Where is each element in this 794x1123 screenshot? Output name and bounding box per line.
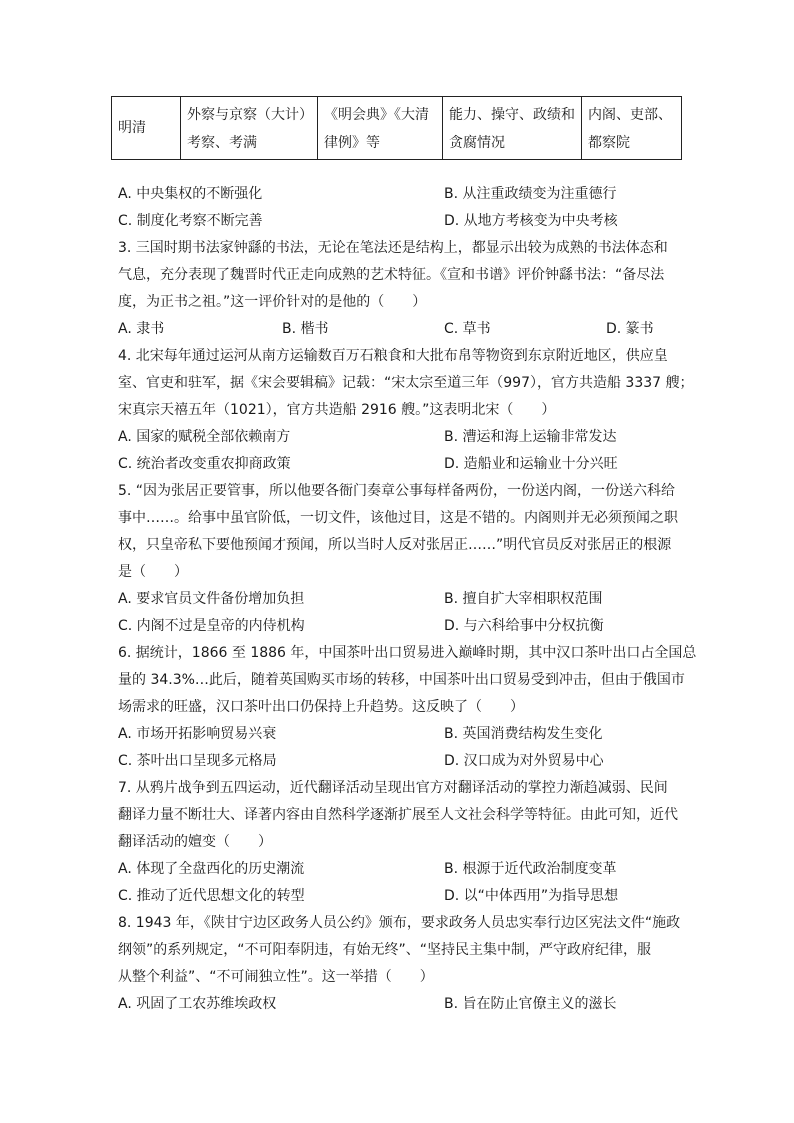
q3-option-d[interactable]: D. 篆书	[606, 321, 654, 337]
q3-stem-line: 气息，充分表现了魏晋时代正走向成熟的艺术特征。《宣和书谱》评价钟繇书法：“备尽法	[118, 267, 665, 283]
q7-option-b[interactable]: B. 根源于近代政治制度变革	[444, 861, 617, 877]
q3-stem-line: 度，为正书之祖。”这一评价针对的是他的（ ）	[118, 294, 427, 310]
q5-stem-line: 5. “因为张居正要管事，所以他要各衙门奏章公事每样备两份，一份送内阁，一份送六科给	[118, 483, 676, 499]
q6-option-d[interactable]: D. 汉口成为对外贸易中心	[444, 753, 604, 769]
q7-option-d[interactable]: D. 以“中体西用”为指导思想	[444, 888, 619, 904]
q3-option-b[interactable]: B. 楷书	[282, 321, 329, 337]
table-cell-dynasty: 明清	[112, 97, 181, 159]
q7-stem-line: 翻译活动的嬗变（ ）	[118, 834, 272, 850]
q6-stem-line: 6. 据统计，1866 至 1886 年，中国茶叶出口贸易进入巅峰时期，其中汉口茶叶出口占全国总	[118, 645, 697, 661]
table-cell-method: 外察与京察（大计）考察、考满	[181, 97, 318, 159]
q2-option-a[interactable]: A. 中央集权的不断强化	[118, 186, 263, 202]
table-cell-institution: 内阁、吏部、都察院	[588, 107, 672, 151]
q5-option-b[interactable]: B. 擅自扩大宰相职权范围	[444, 591, 603, 607]
q8-option-row	[118, 991, 684, 1018]
question-content	[118, 181, 697, 1018]
q6-option-a[interactable]: A. 市场开拓影响贸易兴衰	[118, 726, 277, 742]
q6-option-row	[118, 748, 684, 775]
q5-option-d[interactable]: D. 与六科给事中分权抗衡	[444, 618, 604, 634]
q7-option-row	[118, 883, 684, 910]
q2-option-row	[118, 208, 684, 235]
q5-option-a[interactable]: A. 要求官员文件备份增加负担	[118, 591, 305, 607]
q7-stem-line: 7. 从鸦片战争到五四运动，近代翻译活动呈现出官方对翻译活动的掌控力渐趋减弱、民间	[118, 780, 668, 796]
q7-stem-line: 翻译力量不断壮大、译著内容由自然科学逐渐扩展至人文社会科学等特征。由此可知，近代	[118, 807, 678, 823]
q4-stem-line: 4. 北宋每年通过运河从南方运输数百万石粮食和大批布帛等物资到东京附近地区，供应皇	[118, 348, 668, 364]
comparison-table-row	[111, 96, 682, 160]
q7-option-c[interactable]: C. 推动了近代思想文化的转型	[118, 888, 305, 904]
q8-stem-line: 从整个利益”、“不可闹独立性”。这一举措（ ）	[118, 969, 434, 985]
q4-option-row	[118, 451, 684, 478]
q4-option-a[interactable]: A. 国家的赋税全部依赖南方	[118, 429, 291, 445]
q8-stem-line: 8. 1943 年，《陕甘宁边区政务人员公约》颁布，要求政务人员忠实奉行边区宪法文件“施政	[118, 915, 681, 931]
q2-option-c[interactable]: C. 制度化考察不断完善	[118, 213, 263, 229]
q5-option-row	[118, 586, 684, 613]
q6-option-b[interactable]: B. 英国消费结构发生变化	[444, 726, 603, 742]
q4-option-d[interactable]: D. 造船业和运输业十分兴旺	[444, 456, 618, 472]
q3-option-row	[118, 316, 684, 343]
q4-option-b[interactable]: B. 漕运和海上运输非常发达	[444, 429, 617, 445]
q8-option-b[interactable]: B. 旨在防止官僚主义的滋长	[444, 996, 617, 1012]
q2-option-b[interactable]: B. 从注重政绩变为注重德行	[444, 186, 617, 202]
table-cell-law: 《明会典》《大清律例》等	[318, 97, 443, 159]
q4-option-c[interactable]: C. 统治者改变重农抑商政策	[118, 456, 291, 472]
q6-stem-line: 量的 34.3%…此后，随着英国购买市场的转移，中国茶叶出口贸易受到冲击，但由于俄国市	[118, 672, 685, 688]
q3-option-a[interactable]: A. 隶书	[118, 321, 165, 337]
q5-stem-line: 权，只皇帝私下要他预闻才预闻，所以当时人反对张居正……”明代官员反对张居正的根源	[118, 537, 672, 553]
q5-option-row	[118, 613, 684, 640]
q7-option-row	[118, 856, 684, 883]
q6-stem-line: 场需求的旺盛，汉口茶叶出口仍保持上升趋势。这反映了（ ）	[118, 699, 524, 715]
q2-option-row	[118, 181, 684, 208]
q5-option-c[interactable]: C. 内阁不过是皇帝的内侍机构	[118, 618, 305, 634]
q7-option-a[interactable]: A. 体现了全盘西化的历史潮流	[118, 861, 305, 877]
q4-stem-line: 宋真宗天禧五年（1021），官方共造船 2916 艘。”这表明北宋（ ）	[118, 402, 556, 418]
q8-option-a[interactable]: A. 巩固了工农苏维埃政权	[118, 996, 277, 1012]
q3-stem-line: 3. 三国时期书法家钟繇的书法，无论在笔法还是结构上，都显示出较为成熟的书法体态和	[118, 240, 668, 256]
q5-stem-line: 事中……。给事中虽官阶低，一切文件，该他过目，这是不错的。内阁则并无必须预闻之职	[118, 510, 678, 526]
q4-stem-line: 室、官吏和驻军，据《宋会要辑稿》记载：“宋太宗至道三年（997），官方共造船 3337 艘；	[118, 375, 694, 391]
table-cell-content: 能力、操守、政绩和贪腐情况	[443, 97, 582, 159]
q2-option-d[interactable]: D. 从地方考核变为中央考核	[444, 213, 618, 229]
q8-stem-line: 纲领”的系列规定，“不可阳奉阴违，有始无终”、“坚持民主集中制，严守政府纪律，服	[118, 942, 652, 958]
q3-option-c[interactable]: C. 草书	[444, 321, 491, 337]
q4-option-row	[118, 424, 684, 451]
q6-option-c[interactable]: C. 茶叶出口呈现多元格局	[118, 753, 277, 769]
q6-option-row	[118, 721, 684, 748]
q5-stem-line: 是（ ）	[118, 564, 188, 580]
